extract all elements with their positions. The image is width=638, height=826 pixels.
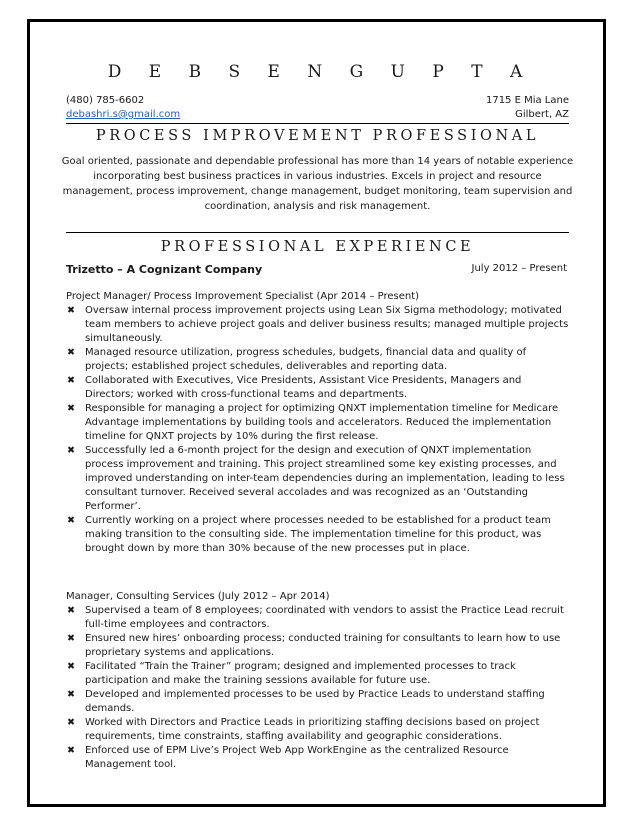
experience-section-title: PROFESSIONAL EXPERIENCE	[160, 239, 475, 255]
x-mark-icon: ✖	[67, 403, 75, 414]
x-mark-icon: ✖	[67, 661, 75, 672]
bullet-text: Successfully led a 6-month project for the design and execution of QNXT implementation process improvement and training. This project streamlined some key existing processes, and improved understanding on inter-team dependencies during an implementation, leading to less consultant turnover. Received several accolades and was recognized as an ‘Outstanding Performer’.	[85, 445, 565, 512]
contact-right	[486, 94, 569, 122]
address-line-1: 1715 E Mia Lane	[485, 95, 569, 106]
contact-block	[66, 94, 569, 122]
role-bullet-list	[66, 304, 569, 556]
bullet-text: Collaborated with Executives, Vice Presidents, Assistant Vice Presidents, Managers and Directors; worked with cross-functional teams and departments.	[85, 375, 522, 400]
x-mark-icon: ✖	[67, 515, 75, 526]
x-mark-icon: ✖	[67, 445, 75, 456]
list-item	[66, 444, 569, 514]
role-block	[66, 290, 569, 556]
phone-number: (480) 785-6602	[66, 95, 145, 106]
x-mark-icon: ✖	[67, 633, 75, 644]
list-item	[66, 716, 569, 744]
list-item	[66, 402, 569, 444]
x-mark-icon: ✖	[67, 717, 75, 728]
bullet-text: Responsible for managing a project for optimizing QNXT implementation timeline for Medicare Advantage implementations by building tools and accelerators. Reduced the implementation timeline for QNXT projects by 10% during the first release.	[85, 403, 559, 442]
candidate-name: D E B S E N G U P T A	[107, 62, 534, 82]
header-divider	[66, 123, 569, 124]
profile-summary: Goal oriented, passionate and dependable professional has more than 14 years of notable experience incorporating best business practices in various industries. Excels in project and resource management, process improvement, change management, budget monitoring, team supervision and coordination, analysis and risk management.	[61, 156, 574, 212]
x-mark-icon: ✖	[67, 375, 75, 386]
bullet-text: Enforced use of EPM Live’s Project Web App WorkEngine as the centralized Resource Management tool.	[85, 745, 509, 770]
email-link[interactable]: debashri.s@gmail.com	[66, 109, 181, 120]
role-bullet-list	[66, 604, 569, 772]
bullet-text: Ensured new hires’ onboarding process; conducted training for consultants to learn how to use proprietary systems and applications.	[85, 633, 561, 658]
company-name: Trizetto – A Cognizant Company	[66, 263, 263, 276]
profile-title: PROCESS IMPROVEMENT PROFESSIONAL	[95, 128, 540, 144]
bullet-text: Managed resource utilization, progress schedules, budgets, financial data and quality of projects; established project schedules, deliverables and reporting data.	[85, 347, 527, 372]
bullet-text: Worked with Directors and Practice Leads in prioritizing staffing decisions based on project requirements, time constraints, staffing availability and geographic considerations.	[85, 717, 540, 742]
bullet-text: Supervised a team of 8 employees; coordinated with vendors to assist the Practice Lead recruit full-time employees and contractors.	[85, 605, 564, 630]
contact-left	[66, 94, 180, 122]
list-item	[66, 514, 569, 556]
x-mark-icon: ✖	[67, 745, 75, 756]
x-mark-icon: ✖	[67, 605, 75, 616]
list-item	[66, 660, 569, 688]
company-dates: July 2012 – Present	[471, 263, 567, 274]
list-item	[66, 346, 569, 374]
role-title: Manager, Consulting Services (July 2012 – Apr 2014)	[66, 591, 330, 602]
list-item	[66, 374, 569, 402]
list-item	[66, 632, 569, 660]
role-block	[66, 590, 569, 772]
list-item	[66, 688, 569, 716]
list-item	[66, 604, 569, 632]
x-mark-icon: ✖	[67, 347, 75, 358]
bullet-text: Facilitated “Train the Trainer” program; designed and implemented processes to track participation and make the training sessions available for future use.	[85, 661, 516, 686]
address-line-2: Gilbert, AZ	[515, 109, 569, 120]
x-mark-icon: ✖	[67, 305, 75, 316]
bullet-text: Currently working on a project where processes needed to be established for a product team making transition to the consulting side. The implementation timeline for this product, was brought down by more than 30% because of the new processes put in place.	[85, 515, 551, 554]
list-item	[66, 744, 569, 772]
bullet-text: Developed and implemented processes to be used by Practice Leads to understand staffing demands.	[85, 689, 545, 714]
experience-divider	[66, 232, 569, 233]
x-mark-icon: ✖	[67, 689, 75, 700]
resume-content	[61, 62, 574, 772]
list-item	[66, 304, 569, 346]
bullet-text: Oversaw internal process improvement projects using Lean Six Sigma methodology; motivated team members to achieve project goals and deliver business results; managed multiple projects simultaneously.	[85, 305, 569, 344]
company-row	[66, 263, 569, 276]
role-title: Project Manager/ Process Improvement Specialist (Apr 2014 – Present)	[66, 291, 420, 302]
